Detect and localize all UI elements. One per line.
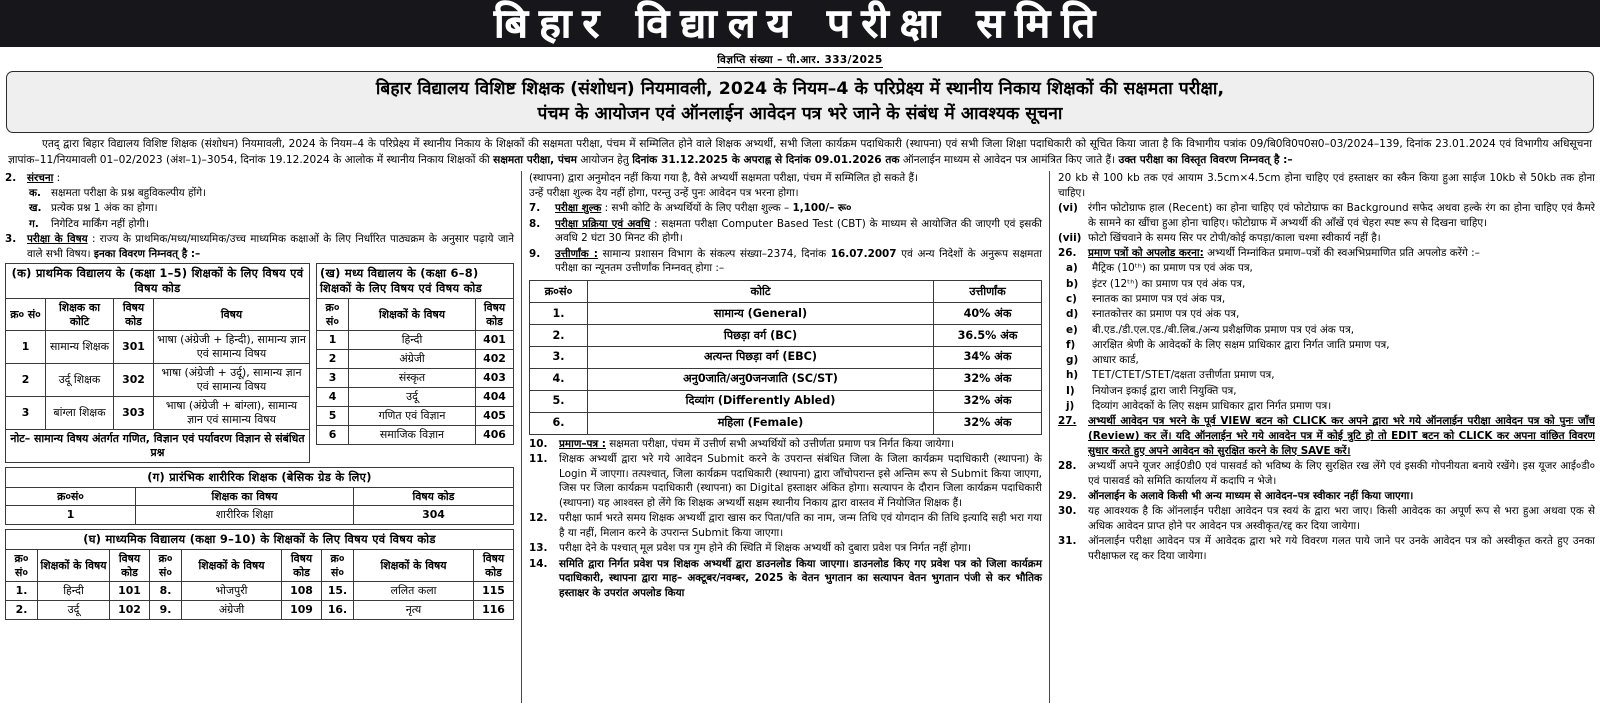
clause-vi-text: रंगीन फोटोग्राफ हाल (Recent) का होना चाहिए एवं फोटोग्राफ का Background सफेद अथवा हल्के रंग का होना चाहिए एवं कैमरे के सामने का खींचा हुआ होना चाहिए। फोटोग्राफ में अभ्यर्थी की आँखें एवं चेहरा स्पष्ट रूप से दिखना चाहिए। — [1088, 201, 1595, 229]
th-sn-3: क्र० सं० — [322, 550, 354, 582]
table-row — [6, 582, 514, 601]
clause-2b — [5, 201, 514, 216]
cell-code: 401 — [476, 331, 514, 350]
cell-code-3: 115 — [474, 582, 514, 601]
clause-vii-marker: (vii) — [1058, 231, 1082, 244]
clause-7-heading: परीक्षा शुल्क — [555, 202, 602, 215]
th-teacher-category: शिक्षक का कोटि — [46, 299, 114, 331]
table-row — [530, 412, 1042, 434]
cell-marks: 32% अंक — [934, 368, 1042, 390]
clause-9-date: 16.07.2007 — [830, 247, 897, 260]
clause-10-text: सक्षमता परीक्षा, पंचम में उत्तीर्ण सभी अभ्यर्थियों को उत्तीर्णता प्रमाण पत्र निर्गत किया जायेगा। — [605, 437, 954, 450]
cell-code: 301 — [114, 331, 154, 364]
clause-2 — [5, 171, 514, 186]
clause-7 — [529, 201, 1042, 216]
clause-29 — [1058, 489, 1595, 504]
cell-category: अनु0जाति/अनु0जनजाति (SC/ST) — [588, 368, 934, 390]
column-left — [5, 171, 521, 703]
clause-9-text: सामान्य प्रशासन विभाग के संकल्प संख्या–2374, दिनांक — [597, 247, 831, 260]
th-subject-2: शिक्षकों के विषय — [182, 550, 282, 582]
cell-category: महिला (Female) — [588, 412, 934, 434]
clause-26-text: अभ्यर्थी निम्नांकित प्रमाण–पत्रों की स्वअभिप्रमाणित प्रति अपलोड करेंगे :– — [1203, 247, 1480, 260]
cell-category: उर्दू शिक्षक — [46, 364, 114, 397]
doc-item-j-text: दिव्यांग आवेदकों के लिए सक्षम प्राधिकार द्वारा निर्गत प्रमाण पत्र। — [1092, 399, 1332, 412]
notice-title-box — [6, 71, 1594, 133]
cell-code: 402 — [476, 350, 514, 369]
doc-item-f-marker: f) — [1066, 338, 1076, 351]
clause-28-text: अभ्यर्थी अपने यूजर आई0डी0 एवं पासवर्ड को भविष्य के लिए सुरक्षित रख लेंगे एवं इसकी गोपनीयता बनाये रखेंगे। इस यूजर आई०डी० एवं पासवर्ड को समिति कार्यालय में कदापि न भेजे। — [1088, 459, 1595, 487]
cell-subject-3: नृत्य — [354, 601, 474, 620]
table-row — [530, 325, 1042, 347]
cell-sn: 1 — [6, 506, 136, 525]
cell-subject: गणित एवं विज्ञान — [349, 406, 476, 425]
table-row — [6, 601, 514, 620]
notice-number-row — [0, 47, 1600, 70]
clause-28 — [1058, 459, 1595, 489]
cell-subject-3: ललित कला — [354, 582, 474, 601]
doc-item-f — [1058, 338, 1595, 353]
table-secondary-wrap — [5, 529, 514, 620]
table-row — [317, 387, 514, 406]
clause-27-number: 27. — [1058, 415, 1077, 428]
clause-8 — [529, 217, 1042, 247]
clause-2a-marker: क. — [29, 187, 41, 200]
cell-category: पिछड़ा वर्ग (BC) — [588, 325, 934, 347]
doc-item-f-text: आरक्षित श्रेणी के आवेदकों के लिए सक्षम प्राधिकार द्वारा निर्गत जाति प्रमाण पत्र, — [1092, 338, 1390, 351]
clause-12 — [529, 511, 1042, 541]
clause-vii-text: फोटो खिंचवाने के समय सिर पर टोपी/कोई कपड़ा/काला चश्मा स्वीकार्य नहीं है। — [1088, 231, 1381, 244]
intro-part-1: एतद् द्वारा बिहार विद्यालय विशिष्ट शिक्षक (संशोधन) नियमावली, 2024 के नियम–4 के परिप्रेक्ष्य में स्थानीय निकाय के शिक्षकों की सक्षमता परीक्षा, पंचम में सम्मिलित होने वाले शिक्षक अभ्यर्थी, सभी जिला कार्यक्रम पदाधिकारी (स्थापना) एवं सभी जिला शिक्षा पदाधिकारी को सूचित किया जाता है कि विभागीय पत्रांक 09/बि0वि0प0स0–03/2024–139, दिनांक 23.01.2024 एवं विभागीय अधिसूचना ज्ञापांक–11/नियमावली 01–02/2023 (अंश–1)–3054, दिनांक 19.12.2024 के आलोक में स्थानीय निकाय शिक्षकों की — [8, 138, 1592, 166]
table-row — [6, 506, 514, 525]
cell-sn-3: 15. — [322, 582, 354, 601]
doc-item-c-text: स्नातक का प्रमाण पत्र एवं अंक पत्र, — [1092, 293, 1226, 305]
cell-sn: 1 — [317, 331, 349, 350]
cell-marks: 40% अंक — [934, 303, 1042, 325]
cell-subject: भाषा (अंग्रेजी + बांग्ला), सामान्य ज्ञान एवं सामान्य विषय — [154, 396, 310, 429]
cell-sn: 2 — [317, 350, 349, 369]
doc-item-b-text: इंटर (12ᵗʰ) का प्रमाण पत्र एवं अंक पत्र, — [1092, 277, 1246, 290]
doc-item-c — [1058, 292, 1595, 307]
clause-3 — [5, 232, 514, 262]
cell-category: दिव्यांग (Differently Abled) — [588, 390, 934, 412]
doc-item-g-marker: g) — [1066, 354, 1079, 367]
cell-code-2: 108 — [282, 582, 322, 601]
column-right — [1049, 171, 1595, 703]
cell-sn-1: 1. — [6, 582, 38, 601]
cell-code: 404 — [476, 387, 514, 406]
cell-subject: भाषा (अंग्रेजी + उर्दू), सामान्य ज्ञान एवं सामान्य विषय — [154, 364, 310, 397]
cell-sn: 3 — [6, 396, 46, 429]
clause-11-text: शिक्षक अभ्यर्थी द्वारा भरे गये आवेदन Submit करने के उपरान्त संबंधित जिला के जिला कार्यक्रम पदाधिकारी (स्थापना) के Login में जाएगा। तत्पश्चात्, जिला कार्यक्रम पदाधिकारी (स्थापना) द्वारा जाँचोपरान्त इसे अन्तिम रूप से Submit किया जाएगा, जिस पर जिला कार्यक्रम पदाधिकारी (स्थापना) का Digital हस्ताक्षर अंकित होगा। सत्यापन के दौरान जिला कार्यक्रम पदाधिकारी (स्थापना) यह आश्वस्त हो लेंगे कि शिक्षक अभ्यर्थी सक्षम स्थानीय निकाय द्वारा वास्तव में नियोजित शिक्षक हैं। — [559, 452, 1042, 510]
clause-10 — [529, 437, 1042, 452]
cell-sn-3: 16. — [322, 601, 354, 620]
clause-vi-marker: (vi) — [1058, 201, 1078, 214]
table-row — [6, 364, 310, 397]
cell-subject: भाषा (अंग्रेजी + हिन्दी), सामान्य ज्ञान एवं सामान्य विषय — [154, 331, 310, 364]
doc-item-i-text: नियोजन इकाई द्वारा जारी नियुक्ति पत्र, — [1092, 384, 1237, 397]
th-subject: शिक्षकों के विषय — [349, 299, 476, 331]
cell-marks: 34% अंक — [934, 346, 1042, 368]
right-continuation-line: 20 kb से 100 kb तक एवं आयाम 3.5cm×4.5cm होना चाहिए एवं हस्ताक्षर का स्कैन किया हुआ साईज 10kb से 50kb तक होना चाहिए। — [1058, 171, 1595, 199]
doc-item-g-text: आधार कार्ड, — [1092, 354, 1139, 367]
doc-item-a — [1058, 261, 1595, 276]
doc-item-i-marker: I) — [1066, 384, 1075, 397]
clause-28-number: 28. — [1058, 459, 1077, 472]
cell-sn-1: 2. — [6, 601, 38, 620]
cell-subject: समाजिक विज्ञान — [349, 425, 476, 444]
table-row — [317, 406, 514, 425]
clause-12-text: परीक्षा फार्म भरते समय शिक्षक अभ्यर्थी द्वारा खास कर पिता/पति का नाम, जन्म तिथि एवं योगदान की तिथि इत्यादि सही भरा गया है या नहीं, मिलान करने के उपरान्त Submit किया जाएगा। — [559, 512, 1042, 540]
clause-29-text: ऑनलाईन के अलावे किसी भी अन्य माध्यम से आवेदन–पत्र स्वीकार नहीं किया जाएगा। — [1088, 489, 1414, 502]
cell-code: 302 — [114, 364, 154, 397]
table-row — [530, 303, 1042, 325]
clause-8-heading: परीक्षा प्रक्रिया एवं अवधि — [555, 217, 651, 230]
table-passing-marks — [529, 280, 1042, 434]
cell-sn: 6 — [317, 425, 349, 444]
table-row — [530, 368, 1042, 390]
th-passing-marks: उत्तीर्णांक — [934, 281, 1042, 303]
mid-continuation-line-2: उन्हें परीक्षा शुल्क देय नहीं होगा, परन्तु उन्हें पुनः आवेदन पत्र भरना होगा। — [529, 187, 799, 200]
intro-bold-1: सक्षमता परीक्षा, पंचम — [493, 153, 577, 166]
clause-29-number: 29. — [1058, 489, 1077, 502]
clause-7-fee: 1,100/– रू० — [792, 202, 852, 215]
clause-3-bold-tail: इनका विवरण निम्नवत् है :– — [93, 247, 201, 260]
clause-9-number: 9. — [529, 247, 541, 260]
clause-9-heading: उत्तीर्णांक : — [555, 247, 598, 260]
th-subject: शिक्षक का विषय — [136, 487, 354, 505]
table-secondary-subjects — [5, 529, 514, 620]
clause-2b-text: प्रत्येक प्रश्न 1 अंक का होगा। — [51, 202, 158, 215]
th-code-3: विषय कोड — [474, 550, 514, 582]
clause-27-text: अभ्यर्थी आवेदन पत्र भरने के पूर्व VIEW बटन को CLICK कर अपने द्वारा भरे गये ऑनलाईन परीक्षा आवेदन पत्र को पुनः जाँच (Review) कर लें। यदि ऑनलाईन भरे गये आवदेन पत्र में कोई त्रुटि हो तो EDIT बटन को CLICK कर अपना वांछित विवरण सुधार करते हुए अपने आवेदन को सुरक्षित करने के लिए SAVE करें। — [1088, 415, 1595, 457]
clause-7-text: : सभी कोटि के अभ्यर्थियों के लिए परीक्षा शुल्क – — [601, 202, 793, 215]
table-row — [6, 396, 310, 429]
doc-item-d-text: स्नातकोत्तर का प्रमाण पत्र एवं अंक पत्र, — [1092, 308, 1240, 321]
intro-paragraph — [8, 137, 1592, 169]
column-middle — [521, 171, 1049, 703]
clause-30-text: यह आवश्यक है कि ऑनलाईन परीक्षा आवेदन पत्र स्वयं के द्वारा भरा जाए। किसी आवेदक का अपूर्ण रूप से भरा हुआ अथवा एक से अधिक आवेदन प्राप्त होने पर आवेदन पत्र अस्वीकृत/रद्द कर दिया जायेगा। — [1088, 505, 1595, 532]
doc-item-e-marker: e) — [1066, 323, 1078, 336]
cell-sn: 5. — [530, 390, 588, 412]
doc-item-h-text: TET/CTET/STET/दक्षता उत्तीर्णता प्रमाण पत्र, — [1092, 369, 1275, 382]
clause-2-number: 2. — [5, 171, 17, 184]
th-code-1: विषय कोड — [110, 550, 150, 582]
doc-item-g — [1058, 353, 1595, 368]
clause-30-number: 30. — [1058, 505, 1077, 518]
th-subject-code: विषय कोड — [354, 487, 514, 505]
organization-title: बिहार विद्यालय परीक्षा समिति — [493, 0, 1107, 47]
intro-part-2: आयोजन हेतु — [576, 153, 633, 166]
cell-code-1: 101 — [110, 582, 150, 601]
cell-sn-2: 9. — [150, 601, 182, 620]
doc-item-h-marker: h) — [1066, 369, 1079, 382]
cell-sn: 2 — [6, 364, 46, 397]
th-code-2: विषय कोड — [282, 550, 322, 582]
table-row — [317, 350, 514, 369]
doc-item-e-text: बी.एड./डी.एल.एड./बी.लिब./अन्य प्रशैक्षणिक प्रमाण पत्र एवं अंक पत्र, — [1092, 323, 1354, 336]
clause-30 — [1058, 504, 1595, 534]
clause-2a — [5, 186, 514, 201]
cell-code: 405 — [476, 406, 514, 425]
table-physical-wrap — [5, 467, 514, 525]
cell-code-2: 109 — [282, 601, 322, 620]
subject-tables-row — [5, 263, 514, 463]
cell-code: 406 — [476, 425, 514, 444]
cell-marks: 36.5% अंक — [934, 325, 1042, 347]
doc-item-a-text: मैट्रिक (10ᵗʰ) का प्रमाण पत्र एवं अंक पत्र, — [1092, 262, 1253, 275]
cell-category: अत्यन्त पिछड़ा वर्ग (EBC) — [588, 346, 934, 368]
table-physical-education — [5, 467, 514, 525]
th-sn: क्र० सं० — [6, 299, 46, 331]
doc-item-i — [1058, 384, 1595, 399]
cell-category: बांग्ला शिक्षक — [46, 396, 114, 429]
clause-12-number: 12. — [529, 512, 548, 525]
clause-2c-text: निगेटिव मार्किंग नहीं होगी। — [51, 217, 150, 230]
table-row — [6, 331, 310, 364]
cell-subject-2: भोजपुरी — [182, 582, 282, 601]
table-primary-subjects — [5, 263, 310, 463]
notice-title-line-1: बिहार विद्यालय विशिष्ट शिक्षक (संशोधन) नियमावली, 2024 के नियम–4 के परिप्रेक्ष्य में स्थानीय निकाय शिक्षकों की सक्षमता परीक्षा, — [375, 79, 1225, 99]
clause-9-text-2: एवं अन्य निदेशों के अनुरूप सक्षमता परीक्षा का न्यूनतम उत्तीर्णांक निम्नवत् होगा :– — [555, 247, 1042, 275]
clause-9 — [529, 247, 1042, 277]
doc-item-e — [1058, 323, 1595, 338]
cell-sn-2: 8. — [150, 582, 182, 601]
table-row — [317, 425, 514, 444]
th-subject: विषय — [154, 299, 310, 331]
th-sn-1: क्र० सं० — [6, 550, 38, 582]
masthead-banner — [0, 0, 1600, 47]
cell-code: 304 — [354, 506, 514, 525]
cell-code: 303 — [114, 396, 154, 429]
clause-31 — [1058, 534, 1595, 564]
clause-14-number: 14. — [529, 557, 548, 570]
th-sn: क्र० सं० — [317, 299, 349, 331]
clause-8-number: 8. — [529, 217, 541, 230]
doc-item-d-marker: d) — [1066, 308, 1079, 321]
clause-26-number: 26. — [1058, 247, 1077, 260]
clause-3-number: 3. — [5, 232, 17, 245]
doc-item-d — [1058, 307, 1595, 322]
table-primary-note: नोट– सामान्य विषय अंतर्गत गणित, विज्ञान एवं पर्यावरण विज्ञान से संबंधित प्रश्न — [6, 429, 310, 462]
clause-roman-vi — [1058, 201, 1595, 231]
th-subject-1: शिक्षकों के विषय — [38, 550, 110, 582]
clause-14-text: समिति द्वारा निर्गत प्रवेश पत्र शिक्षक अभ्यर्थी द्वारा डाउनलोड किया जाएगा। डाउनलोड किए गए प्रवेश पत्र को जिला कार्यक्रम पदाधिकारी, स्थापना द्वारा माह– अक्टूबर/नवम्बर, 2025 के वेतन भुगतान का सत्यापन वेतन भुगतान पंजी से कर भौतिक हस्ताक्षर के उपरांत अपलोड किया — [559, 557, 1042, 600]
table-row — [317, 331, 514, 350]
cell-subject: उर्दू — [349, 387, 476, 406]
clause-7-number: 7. — [529, 202, 541, 215]
table-secondary-caption: (घ) माध्यमिक विद्यालय (कक्षा 9–10) के शिक्षकों के लिए विषय एवं विषय कोड — [6, 530, 514, 550]
cell-marks: 32% अंक — [934, 412, 1042, 434]
doc-item-b-marker: b) — [1066, 277, 1079, 290]
table-row — [317, 369, 514, 388]
cell-subject-1: उर्दू — [38, 601, 110, 620]
table-row — [530, 346, 1042, 368]
doc-item-c-marker: c) — [1066, 293, 1077, 305]
clause-14 — [529, 557, 1042, 601]
clause-11-number: 11. — [529, 452, 548, 465]
clause-13-text: परीक्षा देने के पश्चात् मूल प्रवेश पत्र गुम होने की स्थिति में शिक्षक अभ्यर्थी को दुबारा प्रवेश पत्र निर्गत नहीं होगा। — [559, 542, 972, 555]
cell-sn: 6. — [530, 412, 588, 434]
cell-marks: 32% अंक — [934, 390, 1042, 412]
table-middle-caption: (ख) मध्य विद्यालय के (कक्षा 6–8) शिक्षकों के लिए विषय एवं विषय कोड — [317, 264, 514, 299]
cell-category: सामान्य शिक्षक — [46, 331, 114, 364]
cell-sn: 4. — [530, 368, 588, 390]
doc-item-a-marker: a) — [1066, 262, 1078, 275]
intro-part-3: ऑनलाईन माध्यम से आवेदन पत्र आमंत्रित किए जाते हैं। — [899, 153, 1119, 166]
clause-2-heading: संरचना — [27, 171, 54, 184]
cell-sn: 2. — [530, 325, 588, 347]
cell-code-1: 102 — [110, 601, 150, 620]
table-row — [530, 390, 1042, 412]
cell-subject: संस्कृत — [349, 369, 476, 388]
cell-subject-2: अंग्रेजी — [182, 601, 282, 620]
cell-sn: 4 — [317, 387, 349, 406]
notice-number: विज्ञप्ति संख्या – पी.आर. 333/2025 — [717, 54, 883, 66]
three-column-body — [5, 171, 1595, 703]
th-category: कोटि — [588, 281, 934, 303]
cell-subject: हिन्दी — [349, 331, 476, 350]
clause-3-text: : राज्य के प्राथमिक/मध्य/माध्यमिक/उच्च माध्यमिक कक्षाओं के लिए निर्धारित पाठ्यक्रम के अनुसार पढ़ाये जाने वाले सभी विषय। — [27, 232, 514, 260]
cell-sn: 5 — [317, 406, 349, 425]
th-subject-code: विषय कोड — [114, 299, 154, 331]
intro-bold-2: दिनांक 31.12.2025 के अपराह्न से दिनांक 09.01.2026 तक — [632, 153, 900, 166]
clause-10-heading: प्रमाण–पत्र : — [559, 437, 606, 450]
clause-2c-marker: ग. — [29, 217, 39, 230]
clause-2a-text: सक्षमता परीक्षा के प्रश्न बहुविकल्पीय होंगे। — [51, 187, 207, 200]
table-middle-subjects — [316, 263, 514, 444]
clause-31-text: ऑनलाईन परीक्षा आवेदन पत्र में आवेदक द्वारा भरे गये विवरण गलत पाये जाने पर उनके आवेदन पत्र को अस्वीकृत करते हुए उनका परीक्षाफल रद्द कर दिया जायेगा। — [1088, 535, 1595, 563]
clause-26 — [1058, 246, 1595, 261]
clause-27 — [1058, 414, 1595, 458]
th-sn-2: क्र० सं० — [150, 550, 182, 582]
cell-sn: 1. — [530, 303, 588, 325]
cell-sn: 3 — [317, 369, 349, 388]
intro-bold-3: उक्त परीक्षा का विस्तृत विवरण निम्नवत् है :– — [1118, 153, 1293, 166]
table-physical-caption: (ग) प्रारंभिक शारीरिक शिक्षक (बेसिक ग्रेड के लिए) — [6, 468, 514, 488]
clause-10-number: 10. — [529, 437, 548, 450]
cell-subject-1: हिन्दी — [38, 582, 110, 601]
clause-8-text: : सक्षमता परीक्षा Computer Based Test (CBT) के माध्यम से आयोजित की जाएगी एवं इसकी अवधि 2 घंटा 30 मिनट की होगी। — [555, 217, 1042, 245]
clause-roman-vii — [1058, 231, 1595, 246]
passing-marks-wrap — [529, 280, 1042, 434]
cell-code-3: 116 — [474, 601, 514, 620]
table-primary-caption: (क) प्राथमिक विद्यालय के (कक्षा 1–5) शिक्षकों के लिए विषय एवं विषय कोड — [6, 264, 310, 299]
cell-code: 403 — [476, 369, 514, 388]
th-sn: क्र०सं० — [530, 281, 588, 303]
th-sn: क्र०सं० — [6, 487, 136, 505]
cell-subject: अंग्रेजी — [349, 350, 476, 369]
th-subject-3: शिक्षकों के विषय — [354, 550, 474, 582]
doc-item-j-marker: j) — [1066, 399, 1075, 412]
clause-3-heading: परीक्षा के विषय — [27, 232, 88, 245]
clause-2-colon: : — [53, 171, 61, 184]
clause-13-number: 13. — [529, 542, 548, 555]
clause-11 — [529, 452, 1042, 511]
cell-sn: 1 — [6, 331, 46, 364]
doc-item-j — [1058, 399, 1595, 414]
clause-31-number: 31. — [1058, 535, 1077, 548]
clause-26-heading: प्रमाण पत्रों को अपलोड करना: — [1088, 247, 1204, 260]
clause-2b-marker: ख. — [29, 202, 42, 215]
doc-item-b — [1058, 277, 1595, 292]
clause-2c — [5, 217, 514, 232]
cell-sn: 3. — [530, 346, 588, 368]
doc-item-h — [1058, 368, 1595, 383]
notice-title-line-2: पंचम के आयोजन एवं ऑनलाईन आवेदन पत्र भरे जाने के संबंध में आवश्यक सूचना — [537, 103, 1063, 124]
clause-13 — [529, 541, 1042, 556]
mid-continuation-line-1: (स्थापना) द्वारा अनुमोदन नहीं किया गया है, वैसे अभ्यर्थी सक्षमता परीक्षा, पंचम में सम्मिलित हो सकते हैं। — [529, 171, 918, 184]
th-subject-code: विषय कोड — [476, 299, 514, 331]
cell-category: सामान्य (General) — [588, 303, 934, 325]
cell-subject: शारीरिक शिक्षा — [136, 506, 354, 525]
